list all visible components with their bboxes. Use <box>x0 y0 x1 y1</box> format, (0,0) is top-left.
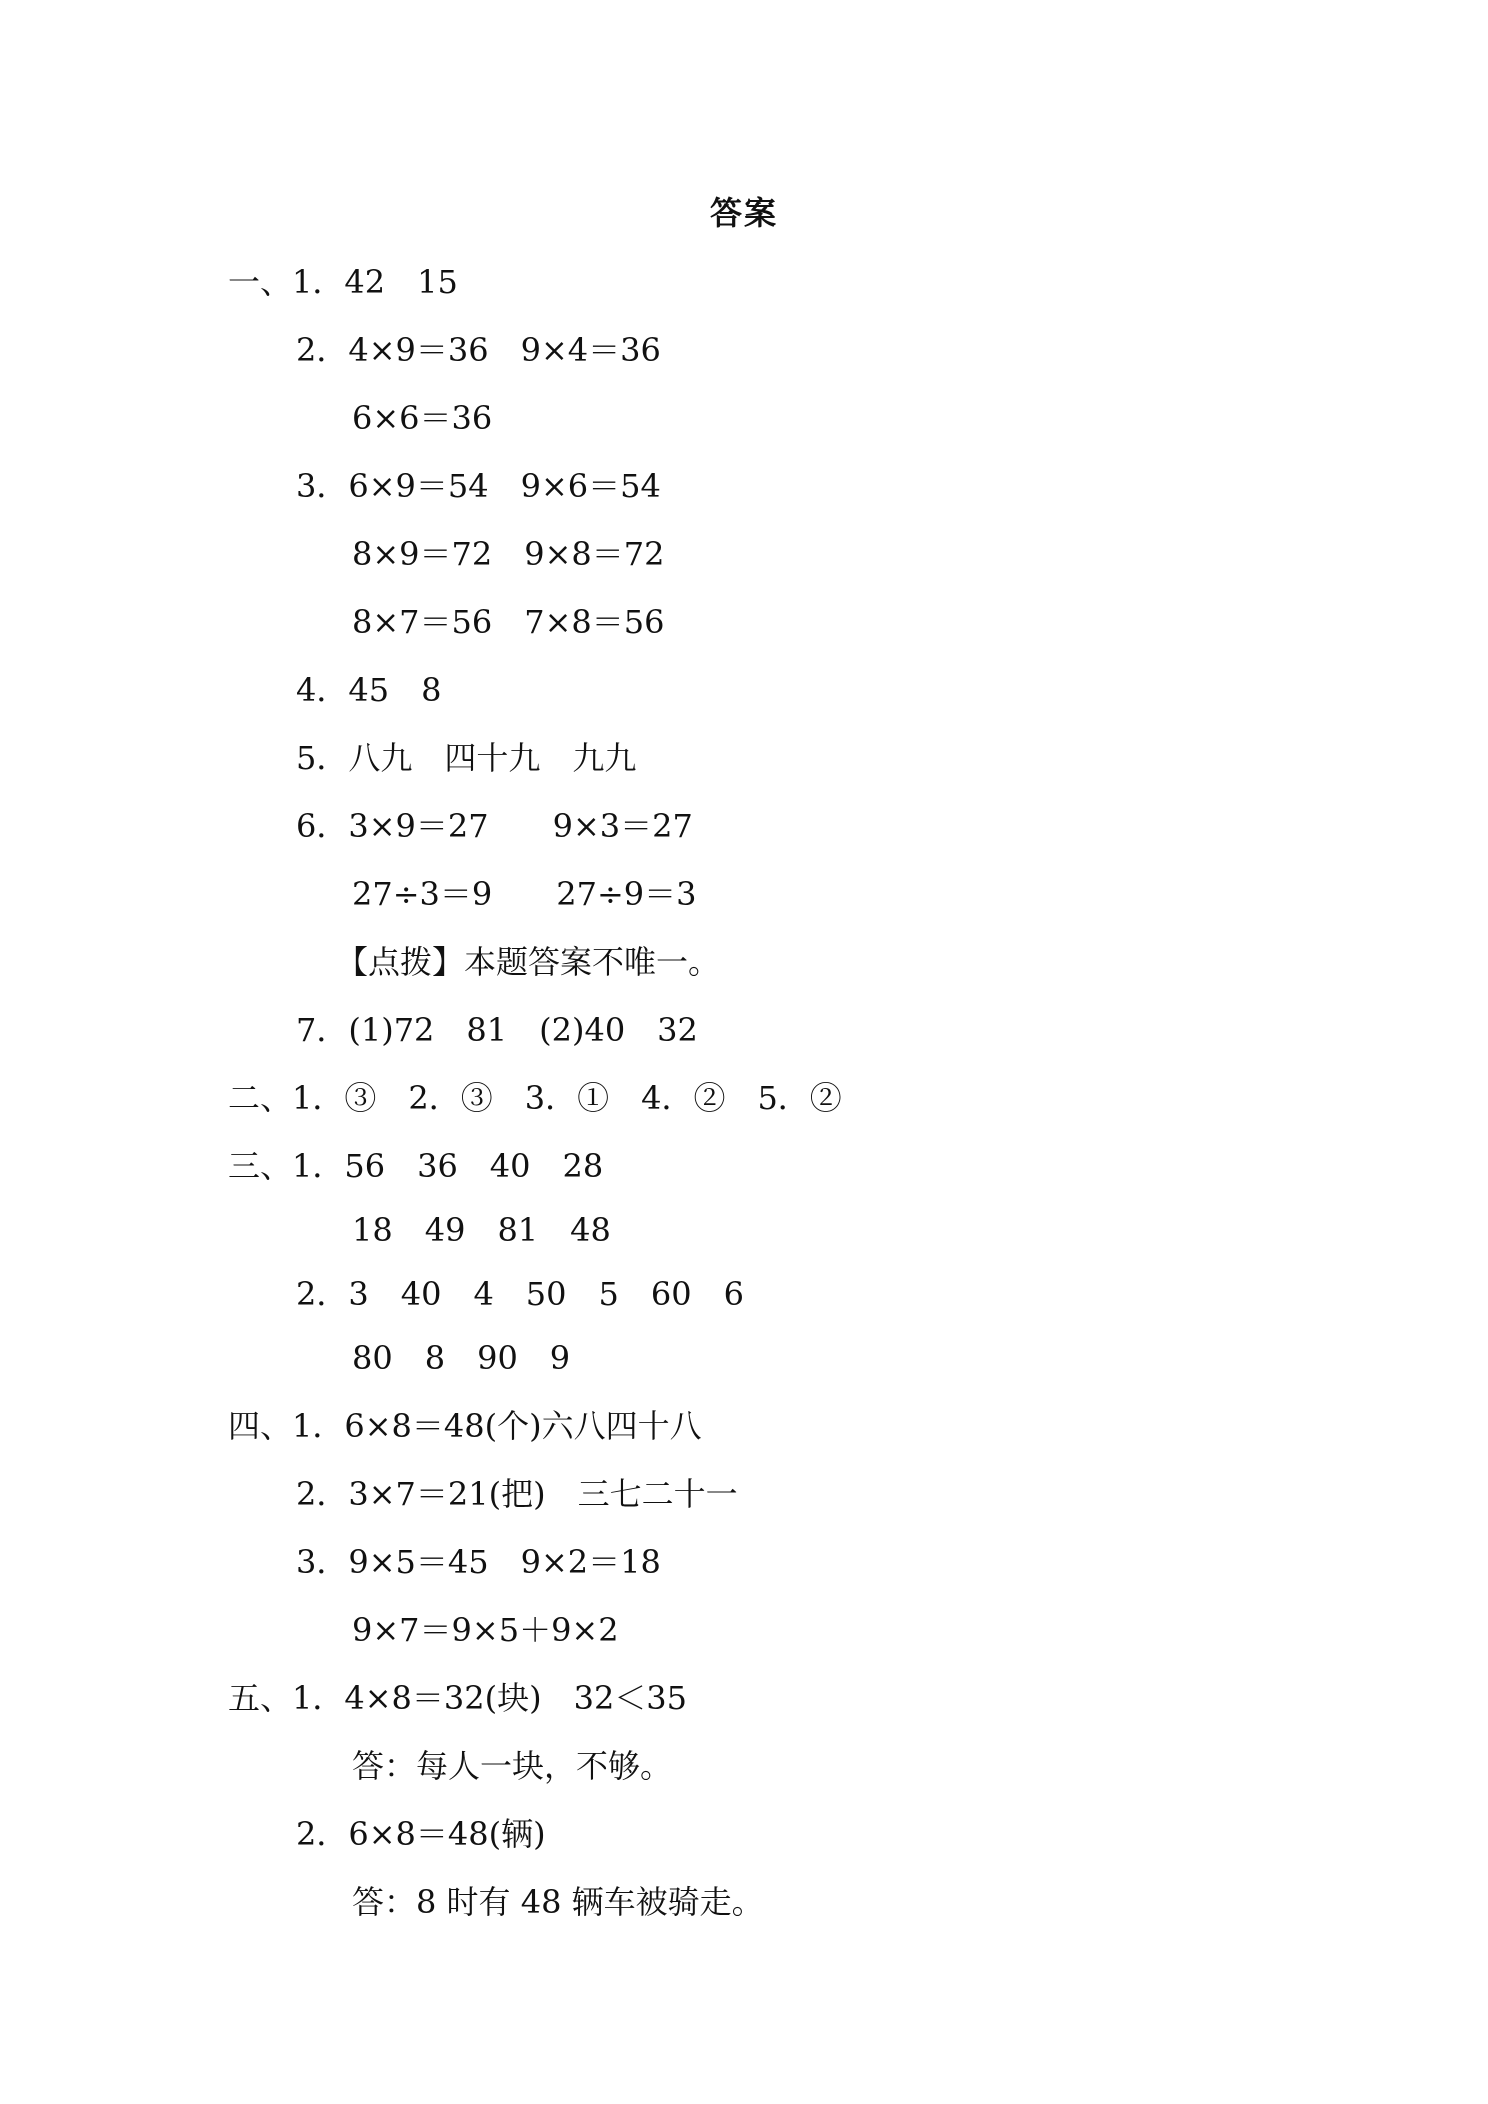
answer-line: 二、1．③ 2．③ 3．① 4．② 5．② <box>228 1079 842 1117</box>
answer-line: 五、1．4×8＝32(块) 32＜35 <box>228 1679 688 1717</box>
answer-line: 答：每人一块，不够。 <box>352 1747 673 1785</box>
answer-line: 8×9＝72 9×8＝72 <box>352 535 665 573</box>
answer-line: 四、1．6×8＝48(个)六八四十八 <box>228 1407 702 1445</box>
answer-line: 3．9×5＝45 9×2＝18 <box>296 1543 661 1581</box>
answer-line: 2．4×9＝36 9×4＝36 <box>296 331 661 369</box>
answer-line: 4．45 8 <box>296 671 442 709</box>
answer-line: 2．6×8＝48(辆) <box>296 1815 546 1853</box>
page-title: 答案 <box>709 194 778 232</box>
answer-line: 一、1．42 15 <box>228 263 458 301</box>
answer-line: 27÷3＝9 27÷9＝3 <box>352 875 697 913</box>
answer-line: 6×6＝36 <box>352 399 493 437</box>
answer-line: 3．6×9＝54 9×6＝54 <box>296 467 661 505</box>
answer-line: 7．(1)72 81 (2)40 32 <box>296 1011 698 1049</box>
answer-line: 2．3 40 4 50 5 60 6 <box>296 1275 744 1313</box>
answer-line: 80 8 90 9 <box>352 1339 571 1377</box>
answer-line: 三、1．56 36 40 28 <box>228 1147 604 1185</box>
answer-line: 18 49 81 48 <box>352 1211 611 1249</box>
answer-line: 2．3×7＝21(把) 三七二十一 <box>296 1475 738 1513</box>
answer-line: 答：8 时有 48 辆车被骑走。 <box>352 1883 764 1921</box>
answer-line: 6．3×9＝27 9×3＝27 <box>296 807 693 845</box>
answer-line: 8×7＝56 7×8＝56 <box>352 603 665 641</box>
answer-line: 5．八九 四十九 九九 <box>296 739 637 777</box>
hint-note: 【点拨】本题答案不唯一。 <box>336 943 721 981</box>
answer-line: 9×7＝9×5＋9×2 <box>352 1611 619 1649</box>
